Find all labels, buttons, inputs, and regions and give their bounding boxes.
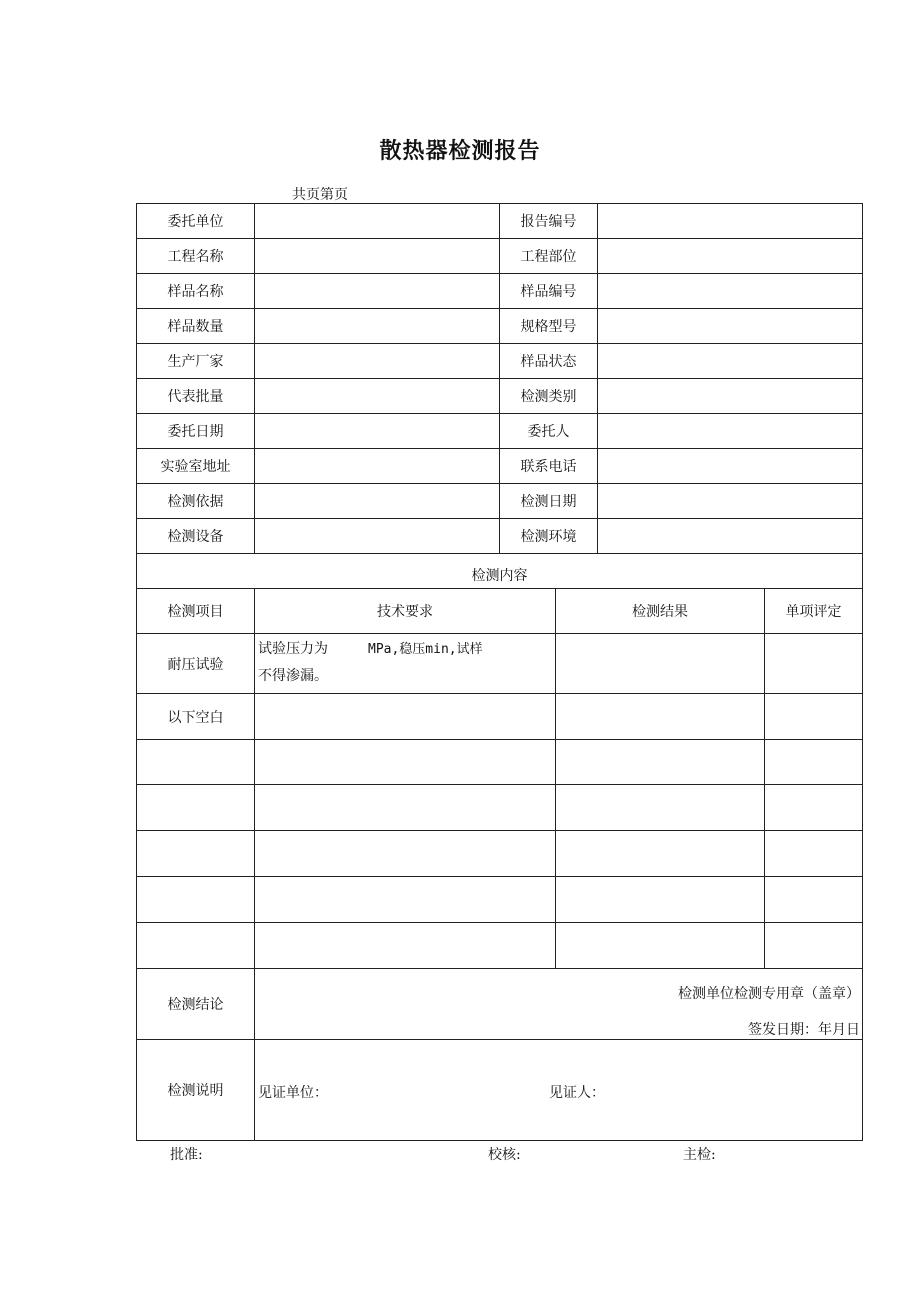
- column-header-rating: 单项评定: [765, 589, 863, 634]
- inspector-label: 主检:: [683, 1147, 716, 1163]
- test-requirement[interactable]: [255, 923, 556, 969]
- info-row: [137, 239, 863, 274]
- test-row: [137, 785, 863, 831]
- info-label: 工程名称: [137, 239, 255, 274]
- test-rating-field[interactable]: [765, 877, 863, 923]
- info-label: 检测日期: [500, 484, 598, 519]
- info-label: 样品数量: [137, 309, 255, 344]
- requirement-text: 不得渗漏。: [258, 668, 328, 684]
- info-row: [137, 379, 863, 414]
- info-value-field[interactable]: [598, 484, 863, 519]
- info-row: [137, 274, 863, 309]
- info-value-field[interactable]: [598, 239, 863, 274]
- test-row: [137, 923, 863, 969]
- test-rating-field[interactable]: [765, 831, 863, 877]
- witness-unit: 见证单位：: [258, 1085, 328, 1101]
- info-label: 委托单位: [137, 204, 255, 239]
- info-row: [137, 484, 863, 519]
- info-label: 规格型号: [500, 309, 598, 344]
- test-result-field[interactable]: [556, 740, 765, 785]
- info-label: 样品编号: [500, 274, 598, 309]
- test-item: 以下空白: [137, 694, 255, 740]
- column-header-result: 检测结果: [556, 589, 765, 634]
- test-item: 耐压试验: [137, 634, 255, 694]
- test-requirement[interactable]: [255, 831, 556, 877]
- info-label: 实验室地址: [137, 449, 255, 484]
- info-value-field[interactable]: [255, 344, 500, 379]
- test-rating-field[interactable]: [765, 740, 863, 785]
- info-value-field[interactable]: [255, 484, 500, 519]
- sign-date: 签发日期：年月日: [748, 1022, 860, 1038]
- info-value-field[interactable]: [255, 519, 500, 554]
- test-rating-field[interactable]: [765, 923, 863, 969]
- info-label: 报告编号: [500, 204, 598, 239]
- info-value-field[interactable]: [598, 204, 863, 239]
- test-item[interactable]: [137, 785, 255, 831]
- info-value-field[interactable]: [255, 414, 500, 449]
- info-row: [137, 344, 863, 379]
- info-row: [137, 309, 863, 344]
- test-requirement: [255, 634, 556, 694]
- info-row: [137, 449, 863, 484]
- info-value-field[interactable]: [598, 274, 863, 309]
- info-label: 委托日期: [137, 414, 255, 449]
- info-label: 工程部位: [500, 239, 598, 274]
- info-label: 委托人: [500, 414, 598, 449]
- info-value-field[interactable]: [255, 204, 500, 239]
- info-value-field[interactable]: [598, 519, 863, 554]
- info-row: [137, 204, 863, 239]
- info-label: 检测依据: [137, 484, 255, 519]
- column-header-row: [137, 589, 863, 634]
- info-label: 生产厂家: [137, 344, 255, 379]
- info-value-field[interactable]: [598, 414, 863, 449]
- content-header-row: [137, 554, 863, 589]
- test-result-field[interactable]: [556, 694, 765, 740]
- test-row: [137, 740, 863, 785]
- test-item[interactable]: [137, 740, 255, 785]
- test-requirement[interactable]: [255, 694, 556, 740]
- info-value-field[interactable]: [255, 239, 500, 274]
- test-row: [137, 877, 863, 923]
- info-value-field[interactable]: [598, 344, 863, 379]
- review-label: 校核:: [488, 1147, 521, 1163]
- info-row: [137, 519, 863, 554]
- info-label: 检测类别: [500, 379, 598, 414]
- notes-row: [137, 1040, 863, 1141]
- report-table: [136, 203, 863, 1141]
- test-requirement[interactable]: [255, 877, 556, 923]
- info-value-field[interactable]: [255, 274, 500, 309]
- conclusion-label: 检测结论: [137, 969, 255, 1040]
- content-header: 检测内容: [137, 554, 863, 589]
- info-label: 检测环境: [500, 519, 598, 554]
- notes-label: 检测说明: [137, 1040, 255, 1141]
- witness-person: 见证人：: [549, 1085, 605, 1101]
- conclusion-field[interactable]: [255, 969, 863, 1040]
- info-label: 代表批量: [137, 379, 255, 414]
- test-item[interactable]: [137, 923, 255, 969]
- requirement-text: 试验压力为: [258, 641, 328, 657]
- column-header-item: 检测项目: [137, 589, 255, 634]
- info-label: 联系电话: [500, 449, 598, 484]
- test-row: [137, 831, 863, 877]
- info-label: 样品名称: [137, 274, 255, 309]
- test-requirement[interactable]: [255, 785, 556, 831]
- test-result-field[interactable]: [556, 877, 765, 923]
- info-value-field[interactable]: [255, 309, 500, 344]
- test-rating-field[interactable]: [765, 634, 863, 694]
- info-value-field[interactable]: [598, 449, 863, 484]
- page-count: 共页第页: [292, 187, 348, 203]
- info-row: [137, 414, 863, 449]
- test-rating-field[interactable]: [765, 785, 863, 831]
- test-result-field[interactable]: [556, 831, 765, 877]
- test-result-field[interactable]: [556, 785, 765, 831]
- test-requirement[interactable]: [255, 740, 556, 785]
- conclusion-row: [137, 969, 863, 1040]
- info-value-field[interactable]: [255, 449, 500, 484]
- test-result-field[interactable]: [556, 923, 765, 969]
- info-value-field[interactable]: [598, 309, 863, 344]
- column-header-requirement: 技术要求: [255, 589, 556, 634]
- test-row: [137, 694, 863, 740]
- requirement-text: MPa,稳压min,试样: [368, 642, 483, 657]
- test-rating-field[interactable]: [765, 694, 863, 740]
- test-row: [137, 634, 863, 694]
- test-item[interactable]: [137, 877, 255, 923]
- test-item[interactable]: [137, 831, 255, 877]
- info-value-field[interactable]: [598, 379, 863, 414]
- seal-text: 检测单位检测专用章（盖章）: [678, 986, 860, 1002]
- approve-label: 批准:: [170, 1147, 203, 1163]
- test-result-field[interactable]: [556, 634, 765, 694]
- info-label: 检测设备: [137, 519, 255, 554]
- info-label: 样品状态: [500, 344, 598, 379]
- notes-field[interactable]: [255, 1040, 863, 1141]
- report-title: 散热器检测报告: [379, 139, 541, 164]
- info-value-field[interactable]: [255, 379, 500, 414]
